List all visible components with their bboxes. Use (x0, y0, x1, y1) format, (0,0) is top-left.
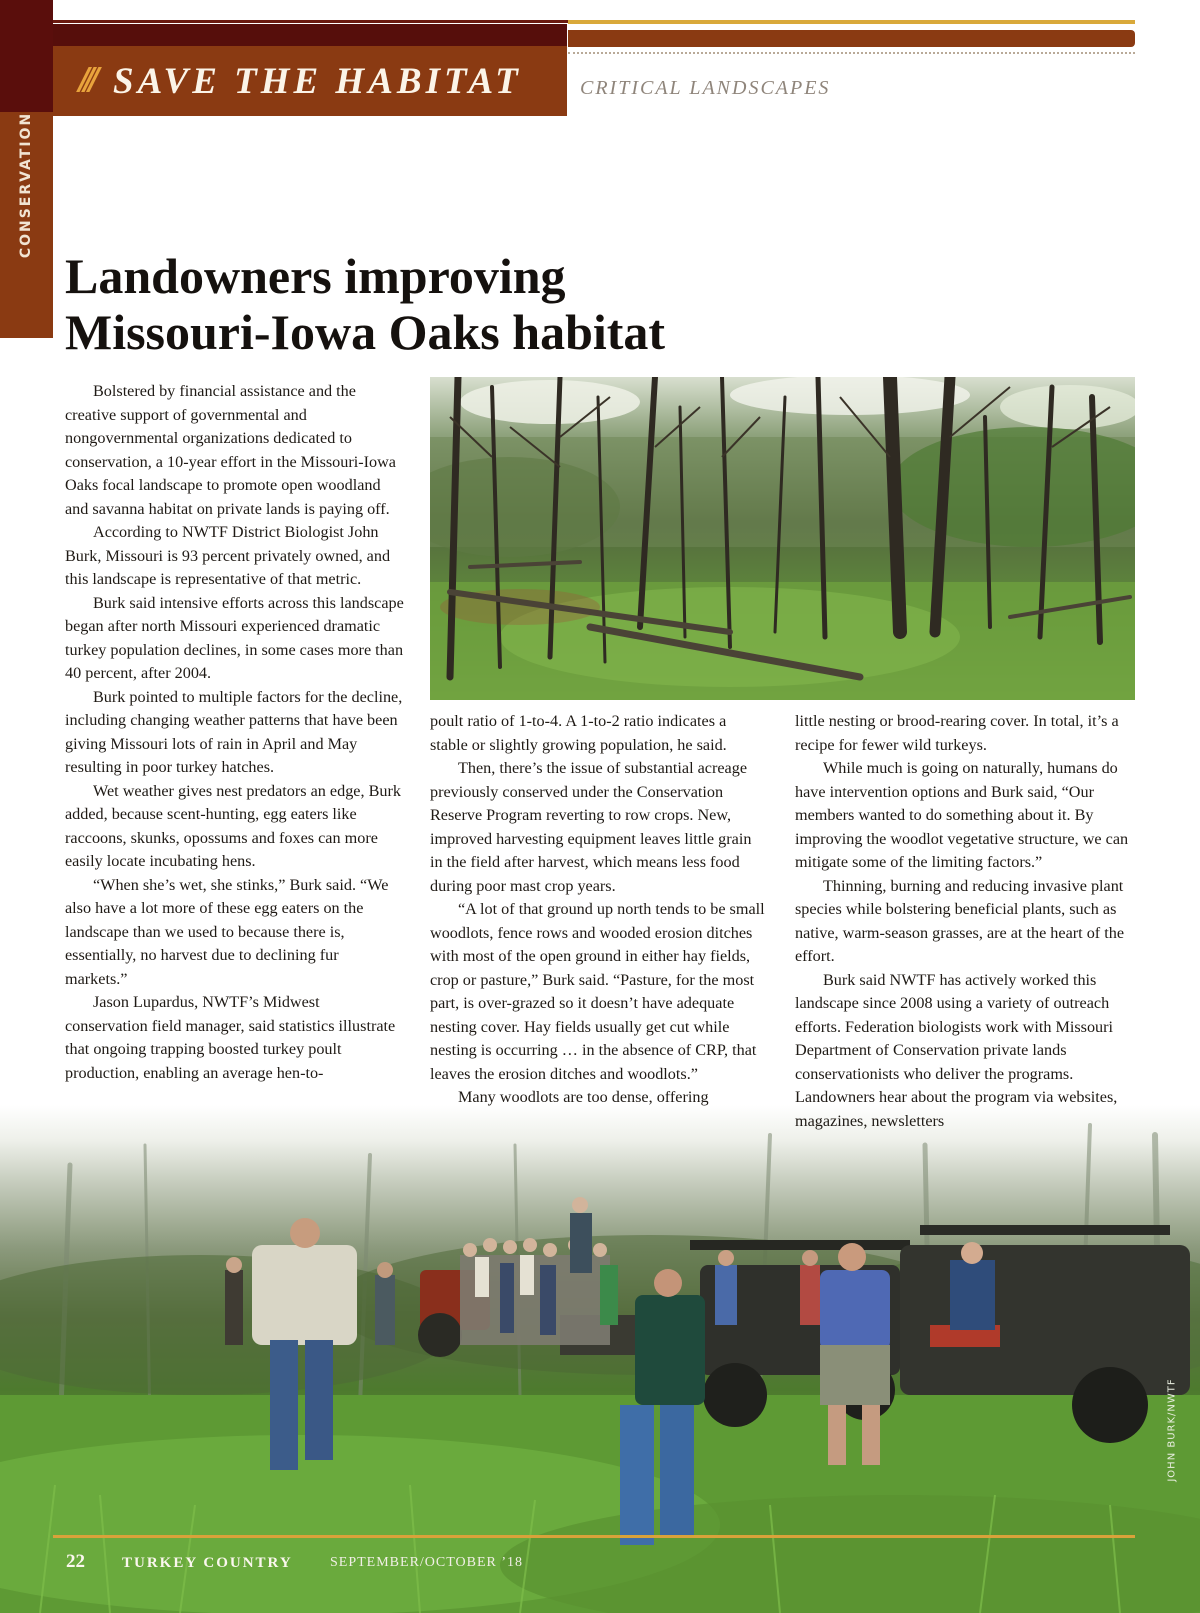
paragraph: Burk said NWTF has actively worked this landscape since 2008 using a variety of outreach efforts. Federation biologists work with Missouri Department of Conservation private lands conservationists who deliver the programs. Landowners hear about the program via websites, magazines, newsletters (795, 970, 1118, 1130)
headline-line-2: Missouri-Iowa Oaks habitat (65, 304, 666, 360)
paragraph: “A lot of that ground up north tends to be small woodlots, fence rows and wooded erosion ditches with most of the open ground in either hay fields, crop or pasture,” Burk said. “Pasture, for the most part, is over-grazed so it doesn’t have adequate nesting cover. Hay fields usually get cut while nesting is occurring … in the absence of CRP, that leaves the erosion ditches and woodlots.” (430, 900, 765, 1083)
paragraph: poult ratio of 1-to-4. A 1-to-2 ratio indicates a stable or slightly growing population, he said. (430, 712, 727, 754)
article-column-3 (795, 710, 1140, 1133)
magazine-name: TURKEY COUNTRY (122, 1555, 293, 1571)
paragraph: Bolstered by financial assistance and the creative support of governmental and nongovernmental organizations dedicated to conservation, a 10-year effort in the Missouri-Iowa Oaks focal landscape to promote open woodland and savanna habitat on private lands is paying off. (65, 382, 396, 518)
issue-date: SEPTEMBER/OCTOBER ’18 (330, 1555, 524, 1570)
paragraph: Burk said intensive efforts across this landscape began after north Missouri experienced dramatic turkey population declines, in some cases more than 40 percent, after 2004. (65, 593, 404, 682)
paragraph: According to NWTF District Biologist John Burk, Missouri is 93 percent privately owned, and this landscape is representative of that metric. (65, 523, 391, 588)
banner-slashes: /// (79, 62, 94, 97)
article-column-2 (430, 710, 765, 1110)
article-column-1 (65, 380, 405, 1085)
paragraph: “When she’s wet, she stinks,” Burk said. “We also have a lot more of these egg eaters on the landscape than we used to because there is, essentially, no harvest due to declining fur markets.” (65, 875, 389, 988)
photo-credit: JOHN BURK/NWTF (1166, 1378, 1178, 1482)
paragraph: little nesting or brood-rearing cover. In total, it’s a recipe for fewer wild turkeys. (795, 712, 1119, 754)
paragraph: While much is going on naturally, humans do have intervention options and Burk said, “Our members wanted to do something about it. By improving the woodlot vegetative structure, we can mitigate some of the limiting factors.” (795, 759, 1129, 871)
woodland-photo (430, 377, 1135, 700)
header-gold-rule (568, 20, 1135, 24)
paragraph: Many woodlots are too dense, offering (458, 1088, 709, 1106)
paragraph: Thinning, burning and reducing invasive plant species while bolstering beneficial plants, such as native, warm-season grasses, are at the heart of the effort. (795, 876, 1125, 965)
paragraph: Jason Lupardus, NWTF’s Midwest conservation field manager, said statistics illustrate that ongoing trapping boosted turkey poult production, enabling an average hen-to- (65, 993, 396, 1082)
paragraph: Wet weather gives nest predators an edge, Burk added, because scent-hunting, egg eaters like raccoons, skunks, opossums and foxes can more easily locate incubating hens. (65, 781, 401, 870)
footer-rule (53, 1535, 1135, 1538)
paragraph: Burk pointed to multiple factors for the decline, including changing weather patterns that have been giving Missouri lots of rain in April and May resulting in poor turkey hatches. (65, 687, 403, 776)
header-bar (568, 30, 1135, 47)
side-section-label: CONSERVATION (18, 111, 34, 259)
page-number: 22 (66, 1551, 85, 1572)
section-title: SAVE THE HABITAT (113, 61, 522, 102)
headline-line-1: Landowners improving (65, 248, 566, 304)
paragraph: Then, there’s the issue of substantial acreage previously conserved under the Conservation Reserve Program reverting to row crops. New, improved harvesting equipment leaves little grain in the field after harvest, which means less food during poor mast crop years. (430, 759, 752, 895)
side-tab (0, 0, 53, 338)
section-banner (53, 24, 567, 116)
header-top-rule (53, 20, 568, 23)
section-subtitle: CRITICAL LANDSCAPES (580, 77, 831, 99)
woodland-photo-art (430, 377, 1135, 700)
article-headline (65, 248, 785, 360)
header-dotted-rule (568, 52, 1135, 54)
